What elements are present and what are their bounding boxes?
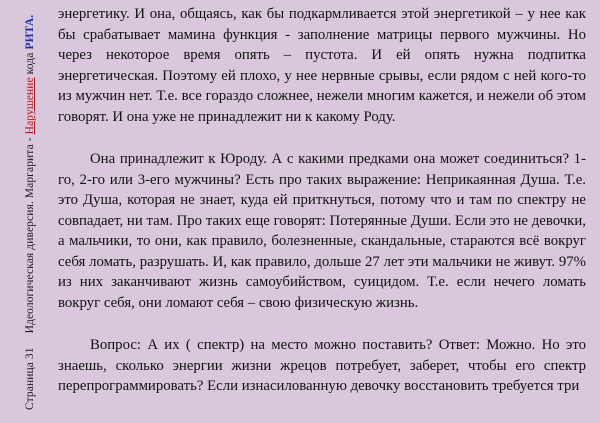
document-body xyxy=(58,4,586,397)
sidebar xyxy=(0,0,40,423)
document-title: Идеологическая диверсия. Маргарита - xyxy=(24,137,36,334)
title-suffix: кода xyxy=(24,52,36,75)
title-name: РИТА. xyxy=(24,14,36,50)
paragraph: энергетику. И она, общаясь, как бы подкармливается этой энергетикой – у нее как бы срабатывает мамина функция - заполнение матрицы первого мужчины. Но через некоторое время опять – пустота. И ей опять нужна подпитка энергетическая. Поэтому ей плохо, у нее нервные срывы, если рядом с ней кого-то из мужчин нет. Т.е. все гораздо сложнее, нежели многим кажется, и нежели об этом говорят. И она уже не принадлежит ни к какому Роду. xyxy=(58,6,586,125)
sidebar-header-text xyxy=(24,15,36,410)
page-number: Страница 31 xyxy=(24,347,36,410)
title-highlight: Нарушение xyxy=(24,77,36,135)
paragraph: Она принадлежит к Юроду. А с какими предками она может соединиться? 1-го, 2-го или 3-его мужчины? Есть про таких выражение: Неприкаянная Душа. Т.е. это Душа, которая не знает, куда ей приткнуться, потому что и там по спектру не совпадает, ни там. Про таких еще говорят: Потерянные Души. Если это не девочки, а мальчики, то они, как правило, болезненные, скандальные, стараются всё вокруг себя ломать, разрушать. И, как правило, дольше 27 лет эти мальчики не живут. 97% из них заканчивают жизнь самоубийством, суицидом. Т.е. если нечего ломать вокруг себя, они ломают себя – свою физическую жизнь. xyxy=(58,151,586,311)
paragraph: Вопрос: А их ( спектр) на место можно поставить? Ответ: Можно. Но это знаешь, сколько энергии жизни жрецов потребует, заберет, чтобы его спектр перепрограммировать? Если изнасилованную девочку восстановить требуется три xyxy=(58,337,586,394)
